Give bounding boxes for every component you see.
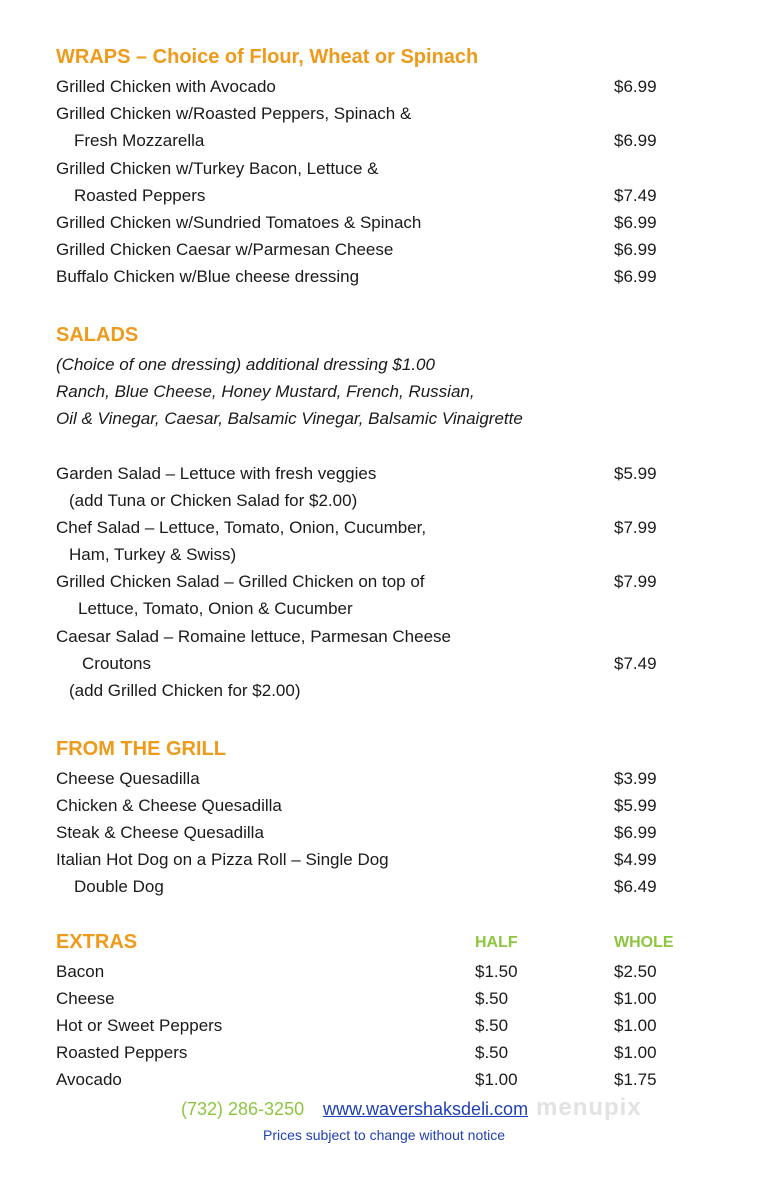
extra-item-name: Hot or Sweet Peppers [56, 1016, 223, 1035]
wrap-item-price: $6.99 [614, 213, 657, 232]
extra-item-half-price: $.50 [475, 989, 509, 1008]
wrap-item-name: Grilled Chicken Caesar w/Parmesan Cheese [56, 240, 394, 259]
wrap-item-price: $6.99 [614, 240, 657, 259]
extras-heading: EXTRAS [56, 931, 138, 953]
wrap-item-name: Grilled Chicken with Avocado [56, 77, 276, 96]
salad-item-name-cont: Ham, Turkey & Swiss) [69, 545, 237, 564]
salad-item-name-cont: (add Grilled Chicken for $2.00) [69, 681, 301, 700]
grill-item-price: $6.99 [614, 823, 657, 842]
wrap-item-name: Grilled Chicken w/Sundried Tomatoes & Spinach [56, 213, 422, 232]
wrap-item-price: $7.49 [614, 186, 657, 205]
salads-note: Oil & Vinegar, Caesar, Balsamic Vinegar, Balsamic Vinaigrette [56, 409, 523, 428]
extra-item-half-price: $.50 [475, 1016, 509, 1035]
salad-item-name: Caesar Salad – Romaine lettuce, Parmesan Cheese [56, 627, 451, 646]
extra-item-whole-price: $1.75 [614, 1070, 657, 1089]
extra-item-half-price: $1.00 [475, 1070, 518, 1089]
wrap-item-price: $6.99 [614, 131, 657, 150]
extra-item-name: Avocado [56, 1070, 122, 1089]
wrap-item-price: $6.99 [614, 77, 657, 96]
extras-whole-header: WHOLE [614, 934, 674, 951]
extra-item-half-price: $.50 [475, 1043, 509, 1062]
salads-note: (Choice of one dressing) additional dressing $1.00 [56, 355, 435, 374]
salad-item-price: $7.49 [614, 654, 657, 673]
wrap-item-price: $6.99 [614, 267, 657, 286]
extra-item-whole-price: $1.00 [614, 989, 657, 1008]
extra-item-name: Roasted Peppers [56, 1043, 188, 1062]
phone-number: (732) 286-3250 [181, 1099, 305, 1119]
salad-item-name: Garden Salad – Lettuce with fresh veggies [56, 464, 377, 483]
salad-item-name: Grilled Chicken Salad – Grilled Chicken on top of [56, 572, 425, 591]
menupix-watermark: menupix [536, 1094, 642, 1121]
extra-item-whole-price: $2.50 [614, 962, 657, 981]
salad-item-price: $5.99 [614, 464, 657, 483]
salad-item-price: $7.99 [614, 518, 657, 537]
wrap-item-name: Grilled Chicken w/Turkey Bacon, Lettuce & [56, 159, 379, 178]
wraps-heading: WRAPS – Choice of Flour, Wheat or Spinach [56, 46, 479, 68]
extra-item-name: Bacon [56, 962, 105, 981]
wrap-item-name-cont: Fresh Mozzarella [74, 131, 205, 150]
grill-item-name: Double Dog [74, 877, 164, 896]
salad-item-name: Chef Salad – Lettuce, Tomato, Onion, Cucumber, [56, 518, 427, 537]
wrap-item-name-cont: Roasted Peppers [74, 186, 206, 205]
grill-item-price: $6.49 [614, 877, 657, 896]
price-disclaimer: Prices subject to change without notice [262, 1127, 506, 1143]
salad-item-name-cont: Lettuce, Tomato, Onion & Cucumber [78, 599, 353, 618]
extras-half-header: HALF [475, 934, 518, 951]
salad-item-name-cont: (add Tuna or Chicken Salad for $2.00) [69, 491, 358, 510]
grill-item-name: Chicken & Cheese Quesadilla [56, 796, 282, 815]
wrap-item-name: Buffalo Chicken w/Blue cheese dressing [56, 267, 360, 286]
extra-item-name: Cheese [56, 989, 115, 1008]
grill-item-name: Steak & Cheese Quesadilla [56, 823, 264, 842]
grill-item-price: $5.99 [614, 796, 657, 815]
website-link[interactable]: www.wavershaksdeli.com [323, 1099, 529, 1119]
grill-item-name: Italian Hot Dog on a Pizza Roll – Single Dog [56, 850, 389, 869]
grill-heading: FROM THE GRILL [56, 738, 226, 760]
extra-item-whole-price: $1.00 [614, 1043, 657, 1062]
salad-item-price: $7.99 [614, 572, 657, 591]
grill-item-price: $3.99 [614, 769, 657, 788]
salads-heading: SALADS [56, 324, 139, 346]
extra-item-whole-price: $1.00 [614, 1016, 657, 1035]
grill-item-price: $4.99 [614, 850, 657, 869]
salads-note: Ranch, Blue Cheese, Honey Mustard, French, Russian, [56, 382, 475, 401]
grill-item-name: Cheese Quesadilla [56, 769, 200, 788]
salad-item-name-cont: Croutons [82, 654, 151, 673]
wrap-item-name: Grilled Chicken w/Roasted Peppers, Spinach & [56, 104, 412, 123]
extra-item-half-price: $1.50 [475, 962, 518, 981]
